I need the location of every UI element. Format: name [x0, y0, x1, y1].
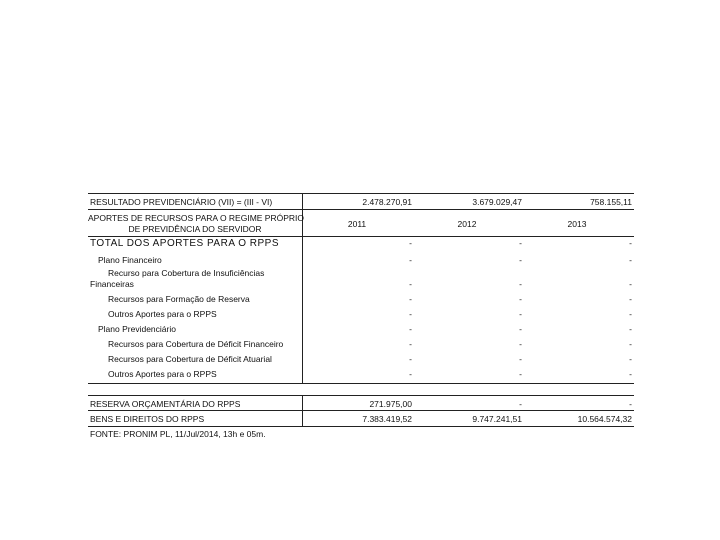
- row-label: Recursos para Cobertura de Déficit Atuarial: [108, 354, 272, 364]
- row-2012: -: [519, 354, 522, 364]
- row-2013: -: [629, 324, 632, 334]
- bens-2012: 9.747.241,51: [472, 414, 522, 424]
- total-2011: -: [409, 238, 412, 248]
- reserva-2012: -: [519, 399, 522, 409]
- row-label: Recursos para Formação de Reserva: [108, 294, 250, 304]
- row-2012: -: [519, 279, 522, 289]
- row-2012: -: [519, 309, 522, 319]
- result-label: RESULTADO PREVIDENCIÁRIO (VII) = (III - VI): [90, 197, 273, 207]
- row-label: Outros Aportes para o RPPS: [108, 309, 217, 319]
- row-2011: -: [409, 339, 412, 349]
- result-2013: 758.155,11: [590, 197, 632, 207]
- row-2012: -: [519, 324, 522, 334]
- year-2013: 2013: [567, 219, 587, 229]
- reserva-2013: -: [629, 399, 632, 409]
- row-2011: -: [409, 294, 412, 304]
- bens-label: BENS E DIREITOS DO RPPS: [90, 414, 205, 424]
- row-label: Plano Previdenciário: [98, 324, 176, 334]
- row-label-line2: Financeiras: [90, 279, 134, 289]
- result-2012: 3.679.029,47: [472, 197, 522, 207]
- bens-2011: 7.383.419,52: [362, 414, 412, 424]
- year-2012: 2012: [457, 219, 477, 229]
- row-2011: -: [409, 279, 412, 289]
- year-2011: 2011: [347, 219, 367, 229]
- rule-after-aportes: [88, 383, 634, 384]
- rule-after-reserva: [88, 410, 634, 411]
- row-2013: -: [629, 255, 632, 265]
- row-label: Recursos para Cobertura de Déficit Financeiro: [108, 339, 284, 349]
- row-2011: -: [409, 309, 412, 319]
- row-label: Plano Financeiro: [98, 255, 162, 265]
- row-2013: -: [629, 279, 632, 289]
- result-2011: 2.478.270,91: [362, 197, 412, 207]
- rule-after-bens: [88, 426, 634, 427]
- rule-before-reserva: [88, 395, 634, 396]
- total-2012: -: [519, 238, 522, 248]
- row-2012: -: [519, 294, 522, 304]
- reserva-2011: 271.975,00: [369, 399, 412, 409]
- aportes-header-line1: APORTES DE RECURSOS PARA O REGIME PRÓPRIO: [88, 213, 305, 223]
- bens-2013: 10.564.574,32: [577, 414, 632, 424]
- row-2013: -: [629, 294, 632, 304]
- row-2011: -: [409, 354, 412, 364]
- row-label-line1: Recurso para Cobertura de Insuficiências: [108, 268, 265, 278]
- row-2011: -: [409, 324, 412, 334]
- total-2013: -: [629, 238, 632, 248]
- total-aportes-label: TOTAL DOS APORTES PARA O RPPS: [90, 238, 279, 249]
- rule-top: [88, 193, 634, 194]
- aportes-header-line2: DE PREVIDÊNCIA DO SERVIDOR: [128, 224, 262, 234]
- row-2013: -: [629, 309, 632, 319]
- rule-after-result: [88, 209, 634, 210]
- row-2011: -: [409, 369, 412, 379]
- source-note: FONTE: PRONIM PL, 11/Jul/2014, 13h e 05m.: [90, 429, 266, 439]
- row-2012: -: [519, 339, 522, 349]
- reserva-label: RESERVA ORÇAMENTÁRIA DO RPPS: [90, 399, 241, 409]
- row-2012: -: [519, 369, 522, 379]
- row-2012: -: [519, 255, 522, 265]
- rule-after-aportes-header: [88, 236, 634, 237]
- row-2013: -: [629, 339, 632, 349]
- row-2013: -: [629, 369, 632, 379]
- row-2011: -: [409, 255, 412, 265]
- row-label: Outros Aportes para o RPPS: [108, 369, 217, 379]
- row-2013: -: [629, 354, 632, 364]
